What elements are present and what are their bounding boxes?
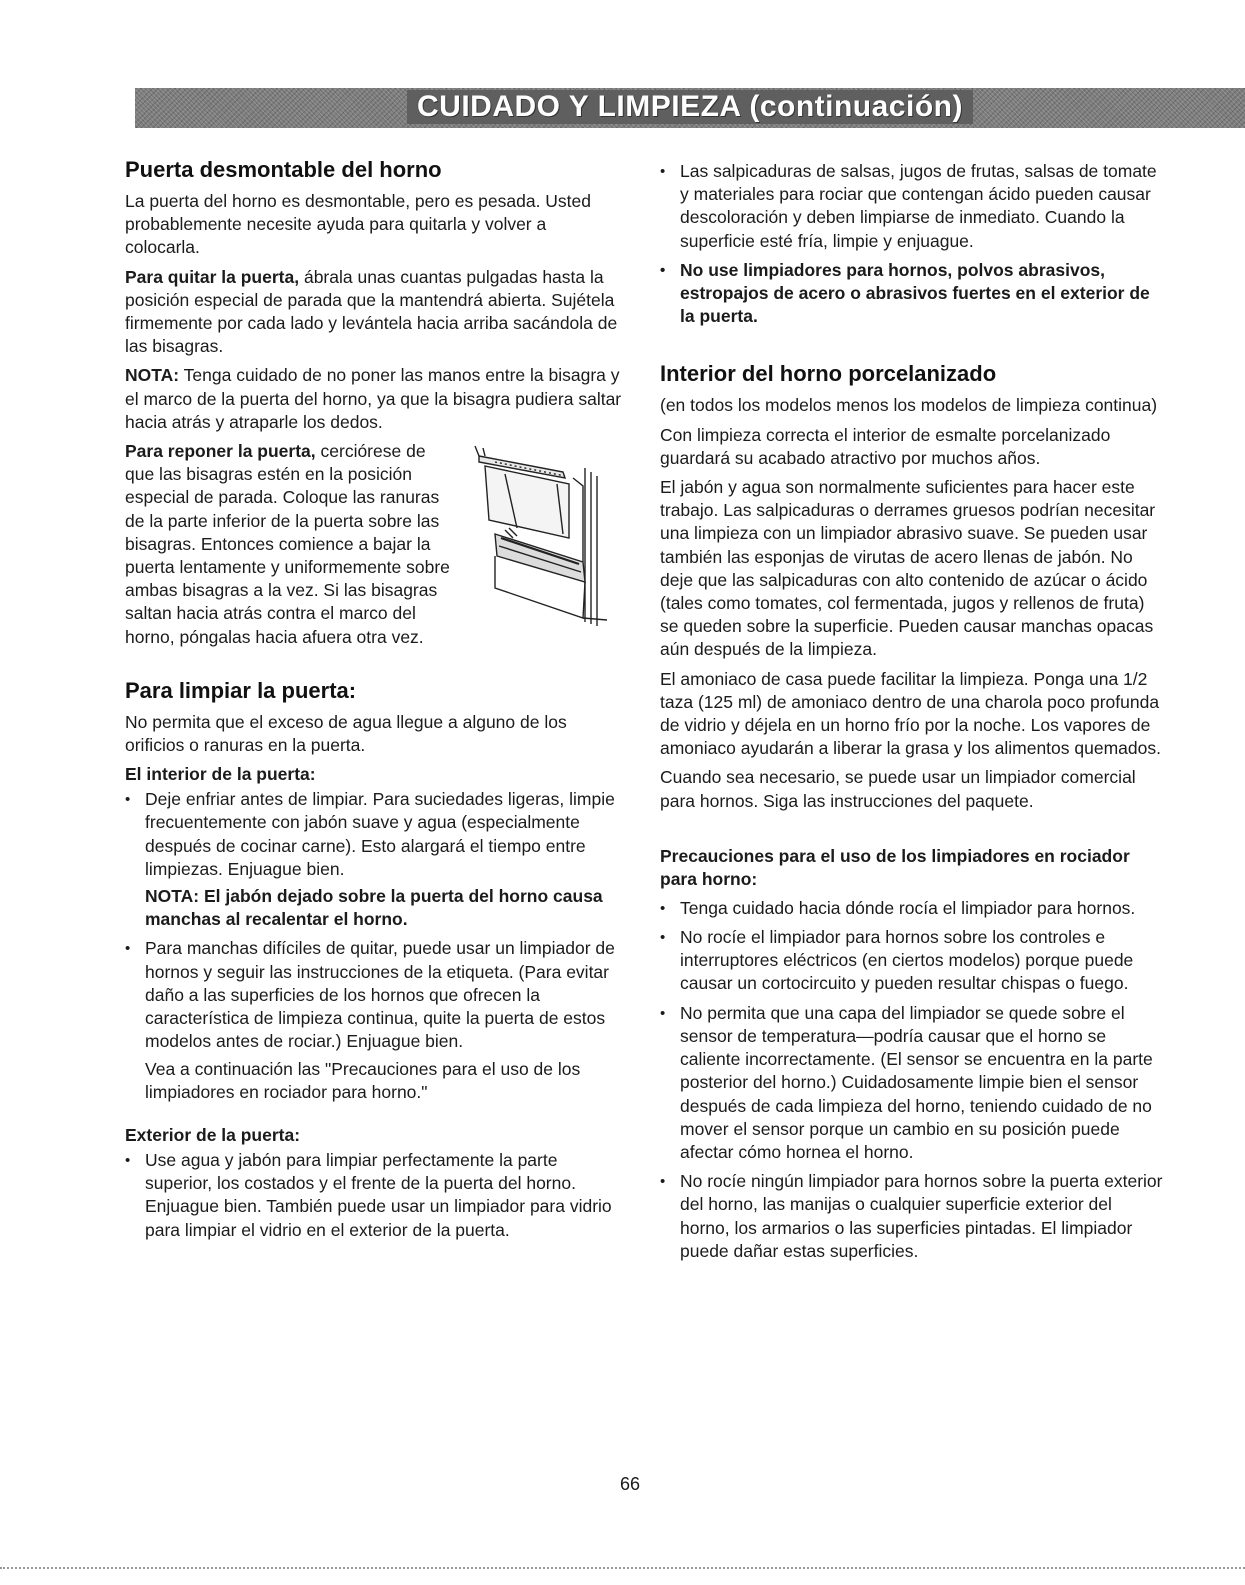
oven-interior-p4: El amoniaco de casa puede facilitar la limpieza. Ponga una 1/2 taza (125 ml) de amoniaco dentro de una charola poco profunda de vidrio y déjela en un horno frío por la noche. Los vapores de amoniaco ayudarán a liberar la grasa y los alimentos quemados. (660, 668, 1161, 759)
door-exterior-heading: Exterior de la puerta: (125, 1124, 301, 1145)
replace-door-paragraph (125, 440, 455, 649)
replace-door-text: cerciórese de que las bisagras estén en la posición especial de parada. Coloque las ranuras de la parte inferior de la puerta sobre las bisagras. Entonces comience a bajar la puerta lentamente y uniformemente sobre ambas bisagras a la vez. Si las bisagras saltan hacia atrás contra el marco del horno, póngalas hacia afuera otra vez. (125, 441, 450, 647)
precautions-list (660, 897, 1165, 1263)
banner-title: CUIDADO Y LIMPIEZA (continuación) (407, 90, 973, 124)
oven-interior-p5: Cuando sea necesario, se puede usar un limpiador comercial para hornos. Siga las instrucciones del paquete. (660, 767, 1136, 811)
soap-note: NOTA: El jabón dejado sobre la puerta del horno causa manchas al recalentar el horno. (145, 886, 603, 930)
clean-door-heading: Para limpiar la puerta: (125, 677, 357, 703)
door-note-text: Tenga cuidado de no poner las manos entre la bisagra y el marco de la puerta del horno, ya que la bisagra pudiera saltar hacia atrás y atraparle los dedos. (125, 365, 622, 432)
list-item: • No rocíe ningún limpiador para hornos sobre la puerta exterior del horno, las manijas o cualquier superficie exterior del horno, los armarios o las superficies pintadas. El limpiador puede dañar estas superficies. (660, 1170, 1165, 1263)
list-item: • Tenga cuidado hacia dónde rocía el limpiador para hornos. (660, 897, 1165, 920)
clean-door-intro: No permita que el exceso de agua llegue a alguno de los orificios o ranuras en la puerta. (125, 711, 567, 756)
replace-door-lead: Para reponer la puerta, (125, 441, 316, 462)
oven-interior-p3: El jabón y agua son normalmente suficientes para hacer este trabajo. Las salpicaduras o derrames gruesos podrían necesitar una limpieza con un limpiador abrasivo suave. Se pueden usar también las esponjas de virutas de acero llenas de jabón. No deje que las salpicaduras con alto contenido de azúcar o ácido (tales como tomates, col fermentada, jugos y rellenos de fruta) se queden sobre la superficie. Pueden causar manchas opacas aún después de la limpieza. (660, 477, 1156, 660)
right-column (660, 160, 1165, 1269)
door-interior-heading: El interior de la puerta: (125, 764, 316, 785)
door-intro: La puerta del horno es desmontable, pero es pesada. Usted probablemente necesite ayuda para quitarla y volver a colocarla. (125, 191, 592, 258)
replace-door-block (125, 440, 625, 649)
oven-door-hinge-illustration (465, 442, 625, 632)
door-exterior-continued-list (660, 160, 1165, 328)
list-item: • Para manchas difíciles de quitar, puede usar un limpiador de hornos y seguir las instrucciones de la etiqueta. (Para evitar daño a las superficies de los hornos que ofrecen la característica de limpieza continua, quite la puerta de estos modelos antes de rociar.) Enjuague bien. Vea a continuación las "Precauciones para el uso de los limpiadores en rociador para horno." (125, 937, 625, 1103)
list-item: • Deje enfriar antes de limpiar. Para suciedades ligeras, limpie frecuentemente con jabón suave y agua (especialmente después de cocinar carne). Esto alargará el tiempo entre limpiezas. Enjuague bien. NOTA: El jabón dejado sobre la puerta del horno causa manchas al recalentar el horno. (125, 788, 625, 931)
left-column (125, 156, 625, 1248)
door-exterior-list (125, 1149, 625, 1242)
bottom-divider (0, 1567, 1245, 1569)
door-note-lead: NOTA: (125, 365, 180, 386)
oven-interior-scope: (en todos los modelos menos los modelos de limpieza continua) (660, 395, 1158, 416)
remove-door-text: ábrala unas cuantas pulgadas hasta la posición especial de parada que la mantendrá abierta. Sujétela firmemente por cada lado y levántela hacia arriba sacándola de las bisagras. (125, 266, 618, 357)
door-interior-list (125, 788, 625, 1104)
list-item: • Use agua y jabón para limpiar perfectamente la parte superior, los costados y el frente de la puerta del horno. Enjuague bien. También puede usar un limpiador para vidrio para limpiar el vidrio en el exterior de la puerta. (125, 1149, 625, 1242)
section-banner (135, 88, 1245, 128)
list-item: • No rocíe el limpiador para hornos sobre los controles e interruptores eléctricos (en ciertos modelos) porque puede causar un cortocircuito y pueden resultar chispas o fuego. (660, 926, 1165, 996)
remove-door-lead: Para quitar la puerta, (125, 266, 300, 287)
list-item: • No permita que una capa del limpiador se quede sobre el sensor de temperatura—podría causar que el horno se caliente incorrectamente. (El sensor se encuentra en la parte posterior del horno.) Cuidadosamente limpie bien el sensor después de cada limpieza del horno, teniendo cuidado de no mover el sensor porque un cambio en su posición puede afectar cómo hornea el horno. (660, 1002, 1165, 1164)
remove-door-paragraph (125, 266, 625, 359)
precautions-heading: Precauciones para el uso de los limpiadores en rociador para horno: (660, 845, 1130, 889)
door-note-paragraph (125, 364, 625, 434)
see-precautions-note: Vea a continuación las "Precauciones para el uso de los limpiadores en rociador para horno." (145, 1058, 581, 1102)
oven-interior-p2: Con limpieza correcta el interior de esmalte porcelanizado guardará su acabado atractivo por muchos años. (660, 424, 1111, 468)
list-item: • Las salpicaduras de salsas, jugos de frutas, salsas de tomate y materiales para rociar que contengan ácido pueden causar descoloración y deben limpiarse de inmediato. Cuando la superficie esté fría, limpie y enjuague. (660, 160, 1165, 253)
oven-interior-heading: Interior del horno porcelanizado (660, 361, 997, 387)
list-item: • No use limpiadores para hornos, polvos abrasivos, estropajos de acero o abrasivos fuertes en el exterior de la puerta. (660, 259, 1165, 329)
door-heading: Puerta desmontable del horno (125, 157, 442, 182)
page-number: 66 (619, 1474, 641, 1494)
